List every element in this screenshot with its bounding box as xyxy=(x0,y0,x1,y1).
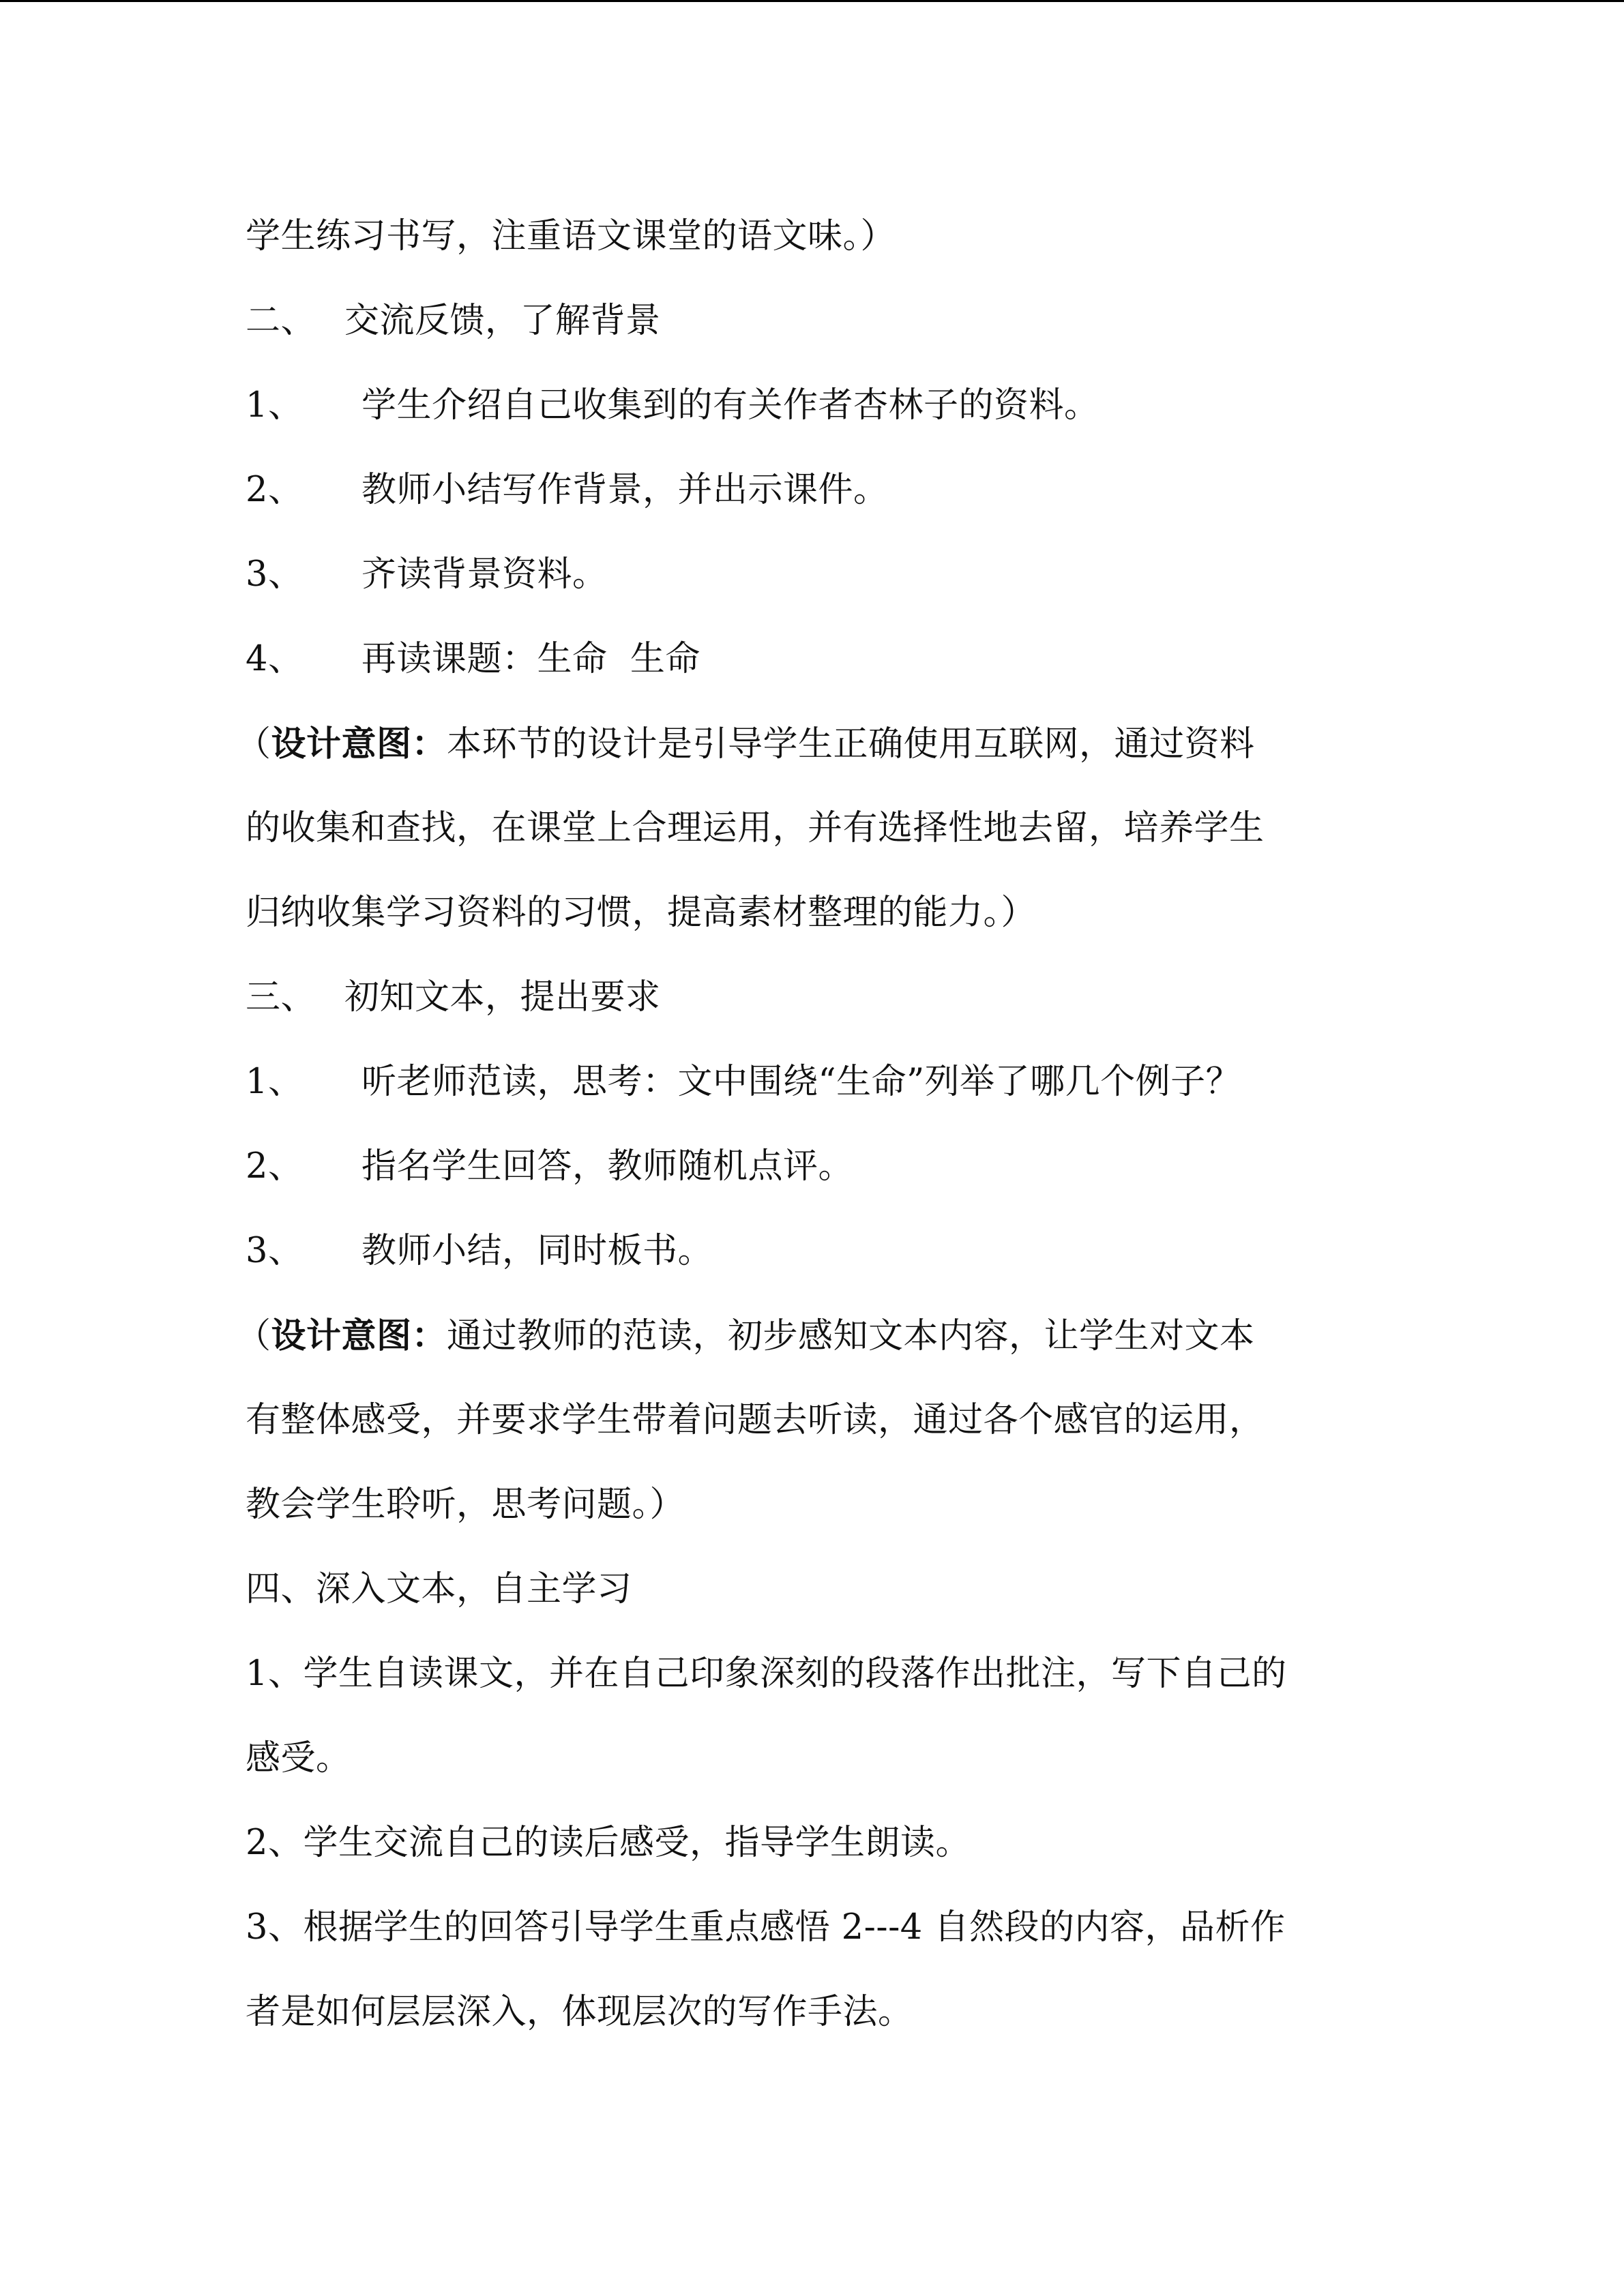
line-text: 的收集和查找，在课堂上合理运用，并有选择性地去留，培养学生 xyxy=(246,808,1265,848)
item-number: 3、 xyxy=(246,554,304,595)
line-text: 者是如何层层深入，体现层次的写作手法。 xyxy=(246,1992,913,2032)
item-text: 听老师范读，思考：文中围绕“生命”列举了哪几个例子？ xyxy=(361,1062,1241,1102)
open-paren: （ xyxy=(236,724,271,764)
paragraph-line xyxy=(246,1801,1391,1885)
list-item xyxy=(246,448,1391,533)
paragraph-line xyxy=(246,1463,1391,1547)
section-heading-3 xyxy=(246,955,1391,1040)
section-number: 三、 xyxy=(246,977,316,1017)
section-title: 初知文本，提出要求 xyxy=(344,977,661,1017)
paragraph-line xyxy=(246,1378,1391,1463)
line-text: 感受。 xyxy=(246,1738,351,1778)
line-text: 有整体感受，并要求学生带着问题去听读，通过各个感官的运用， xyxy=(246,1400,1265,1440)
section-title: 交流反馈，了解背景 xyxy=(344,301,661,341)
line-text: 3、根据学生的回答引导学生重点感悟 2---4 自然段的内容，品析作 xyxy=(246,1907,1286,1948)
line-text: 本环节的设计是引导学生正确使用互联网，通过资料 xyxy=(447,724,1255,764)
line-text: 教会学生聆听，思考问题。） xyxy=(246,1485,685,1525)
design-intent-line xyxy=(236,1294,1391,1378)
line-text: 学生练习书写，注重语文课堂的语文味。） xyxy=(246,216,896,256)
line-text: 通过教师的范读，初步感知文本内容，让学生对文本 xyxy=(447,1316,1255,1356)
item-text: 学生介绍自己收集到的有关作者杏林子的资料。 xyxy=(361,385,1099,426)
item-number: 4、 xyxy=(246,639,304,679)
paragraph-line xyxy=(246,194,1391,279)
line-text: 2、学生交流自己的读后感受，指导学生朗读。 xyxy=(246,1823,971,1863)
line-text: 1、学生自读课文，并在自己印象深刻的段落作出批注，写下自己的 xyxy=(246,1654,1287,1694)
page-top-border xyxy=(0,0,1624,2)
list-item xyxy=(246,363,1391,448)
item-number: 1、 xyxy=(246,1062,304,1102)
list-item xyxy=(246,533,1391,617)
item-number: 3、 xyxy=(246,1231,304,1271)
document-page xyxy=(236,194,1391,2055)
section-heading-2 xyxy=(246,279,1391,363)
item-text: 再读课题：生命 生命 xyxy=(361,639,700,679)
paragraph-line xyxy=(246,871,1391,955)
item-text: 教师小结写作背景，并出示课件。 xyxy=(361,470,889,510)
item-number: 2、 xyxy=(246,1146,304,1187)
list-item xyxy=(246,617,1391,702)
paragraph-line xyxy=(246,1716,1391,1801)
section-title: 四、深入文本，自主学习 xyxy=(246,1569,632,1609)
item-number: 1、 xyxy=(246,385,304,426)
list-item xyxy=(246,1040,1391,1124)
paragraph-line xyxy=(246,786,1391,871)
open-paren: （ xyxy=(236,1316,271,1356)
section-heading-4 xyxy=(246,1547,1391,1632)
line-text: 归纳收集学习资料的习惯，提高素材整理的能力。） xyxy=(246,893,1037,933)
item-text: 指名学生回答，教师随机点评。 xyxy=(361,1146,854,1187)
design-intent-label: 设计意图： xyxy=(271,724,447,764)
design-intent-label: 设计意图： xyxy=(271,1315,447,1356)
list-item xyxy=(246,1209,1391,1294)
section-number: 二、 xyxy=(246,301,316,341)
item-text: 教师小结，同时板书。 xyxy=(361,1231,713,1271)
item-number: 2、 xyxy=(246,470,304,510)
list-item xyxy=(246,1124,1391,1209)
design-intent-line xyxy=(236,702,1391,786)
paragraph-line xyxy=(246,1885,1391,1970)
item-text: 齐读背景资料。 xyxy=(361,554,608,595)
paragraph-line xyxy=(246,1970,1391,2055)
paragraph-line xyxy=(246,1632,1391,1716)
